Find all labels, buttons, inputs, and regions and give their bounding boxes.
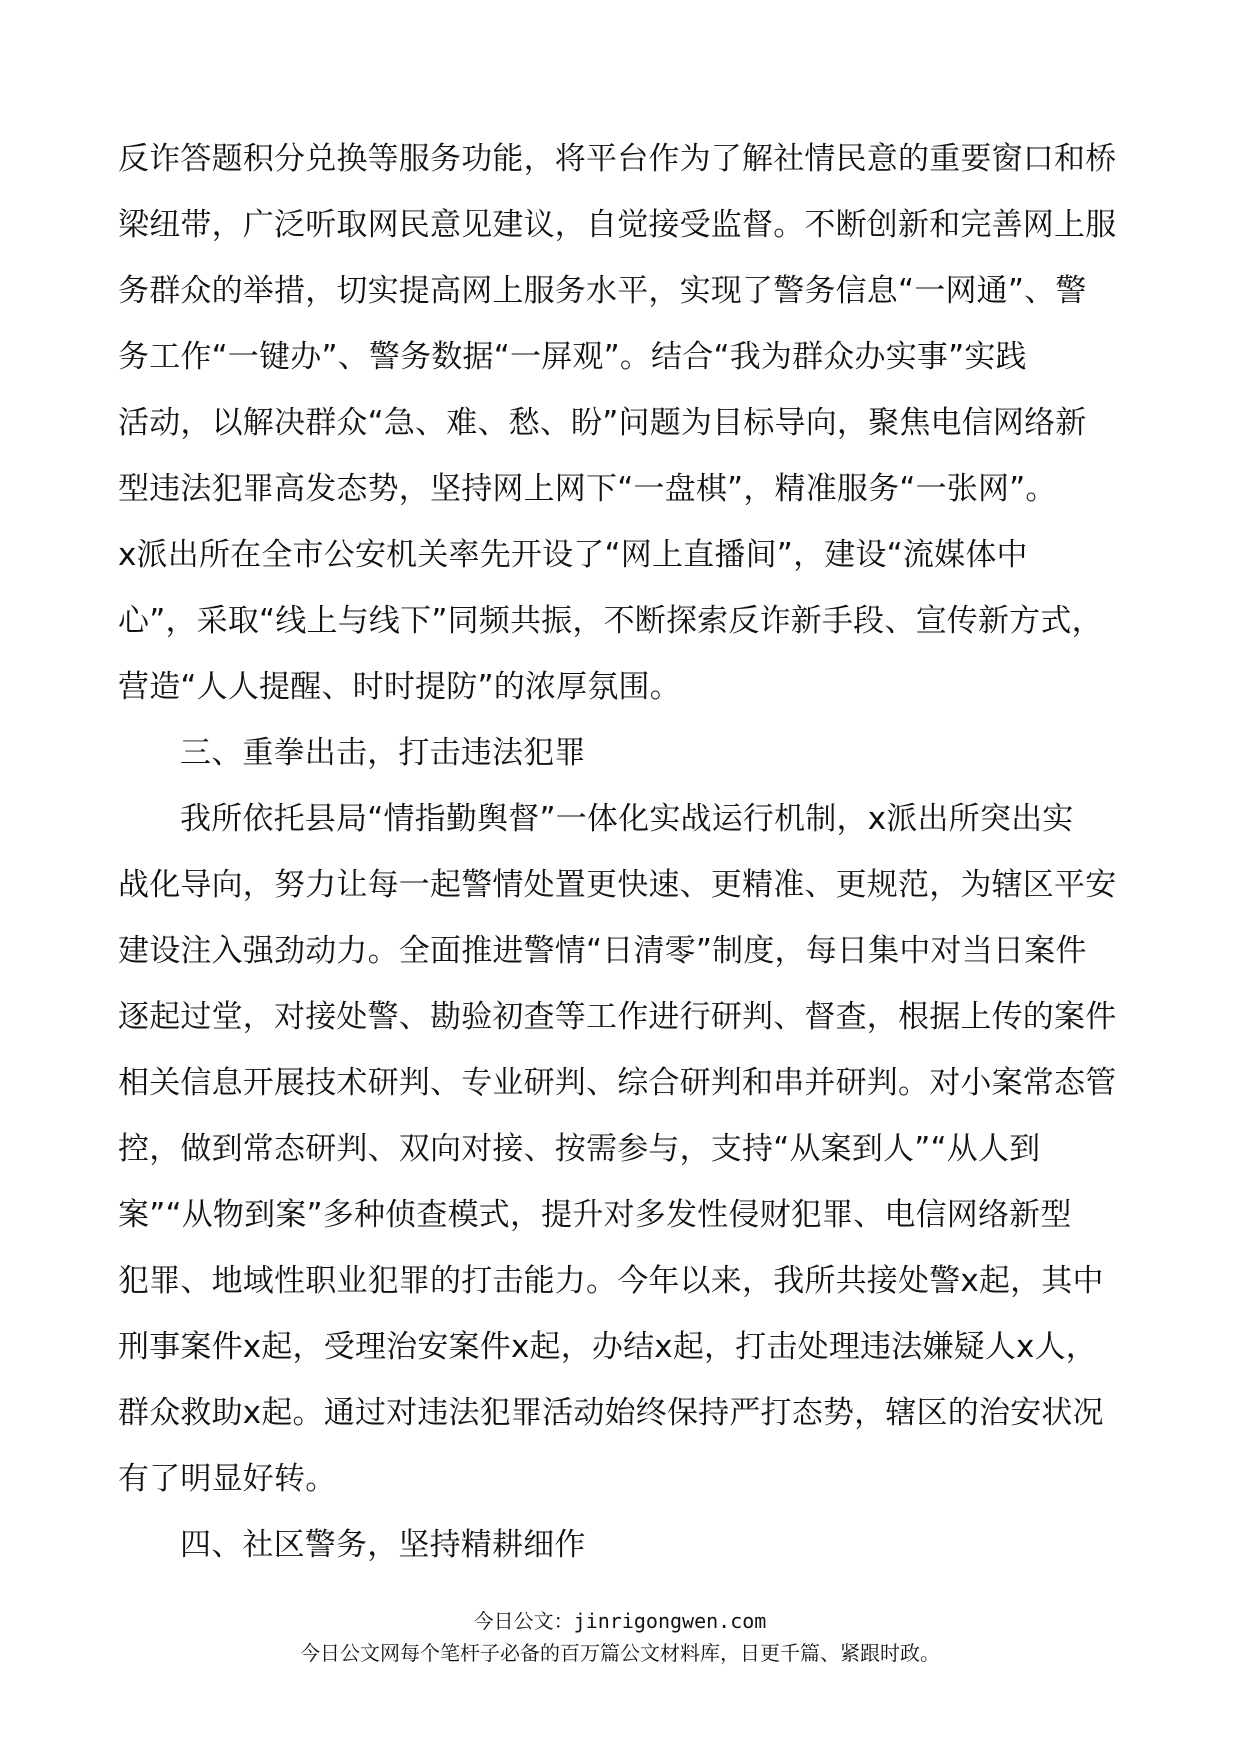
- text-line: 控，做到常态研判、双向对接、按需参与，支持“从案到人”“从人到: [118, 1131, 1041, 1167]
- footer-source-line: [0, 1606, 1240, 1636]
- footer-label: 今日公文：: [473, 1609, 574, 1633]
- text-line: 建设注入强劲动力。全面推进警情“日清零”制度，每日集中对当日案件: [118, 933, 1087, 969]
- section-heading-4: 四、社区警务，坚持精耕细作: [180, 1527, 586, 1563]
- text-line: 有了明显好转。: [118, 1461, 337, 1497]
- text-line: 心”，采取“线上与线下”同频共振，不断探索反诈新手段、宣传新方式，: [118, 603, 1103, 639]
- section-heading-3: 三、重拳出击，打击违法犯罪: [180, 735, 586, 771]
- text-line: 营造“人人提醒、时时提防”的浓厚氛围。: [118, 669, 681, 705]
- text-line: 务工作“一键办”、警务数据“一屏观”。结合“我为群众办实事”实践: [118, 339, 1027, 375]
- text-line: 犯罪、地域性职业犯罪的打击能力。今年以来，我所共接处警x起，其中: [118, 1263, 1104, 1299]
- text-line: 梁纽带，广泛听取网民意见建议，自觉接受监督。不断创新和完善网上服: [118, 207, 1117, 243]
- text-line: 活动，以解决群众“急、难、愁、盼”问题为目标导向，聚焦电信网络新: [118, 405, 1087, 441]
- text-line: 相关信息开展技术研判、专业研判、综合研判和串并研判。对小案常态管: [118, 1065, 1117, 1101]
- text-line: x派出所在全市公安机关率先开设了“网上直播间”，建设“流媒体中: [118, 537, 1028, 573]
- text-line: 战化导向，努力让每一起警情处置更快速、更精准、更规范，为辖区平安: [118, 867, 1117, 903]
- text-line: 反诈答题积分兑换等服务功能，将平台作为了解社情民意的重要窗口和桥: [118, 141, 1117, 177]
- text-line: 群众救助x起。通过对违法犯罪活动始终保持严打态势，辖区的治安状况: [118, 1395, 1104, 1431]
- text-line: 刑事案件x起，受理治安案件x起，办结x起，打击处理违法嫌疑人x人，: [118, 1329, 1097, 1365]
- text-line: 型违法犯罪高发态势，坚持网上网下“一盘棋”，精准服务“一张网”。: [118, 471, 1057, 507]
- footer-site-link[interactable]: jinrigongwen.com: [573, 1609, 767, 1633]
- text-line: 我所依托县局“情指勤舆督”一体化实战运行机制，x派出所突出实: [180, 801, 1074, 837]
- page-footer: [0, 1606, 1240, 1670]
- text-line: 务群众的举措，切实提高网上服务水平，实现了警务信息“一网通”、警: [118, 273, 1087, 309]
- text-line: 案”“从物到案”多种侦查模式，提升对多发性侵财犯罪、电信网络新型: [118, 1197, 1072, 1233]
- footer-slogan: 今日公文网每个笔杆子必备的百万篇公文材料库，日更千篇、紧跟时政。: [300, 1641, 940, 1665]
- text-line: 逐起过堂，对接处警、勘验初查等工作进行研判、督查，根据上传的案件: [118, 999, 1117, 1035]
- document-body: [118, 126, 1123, 1578]
